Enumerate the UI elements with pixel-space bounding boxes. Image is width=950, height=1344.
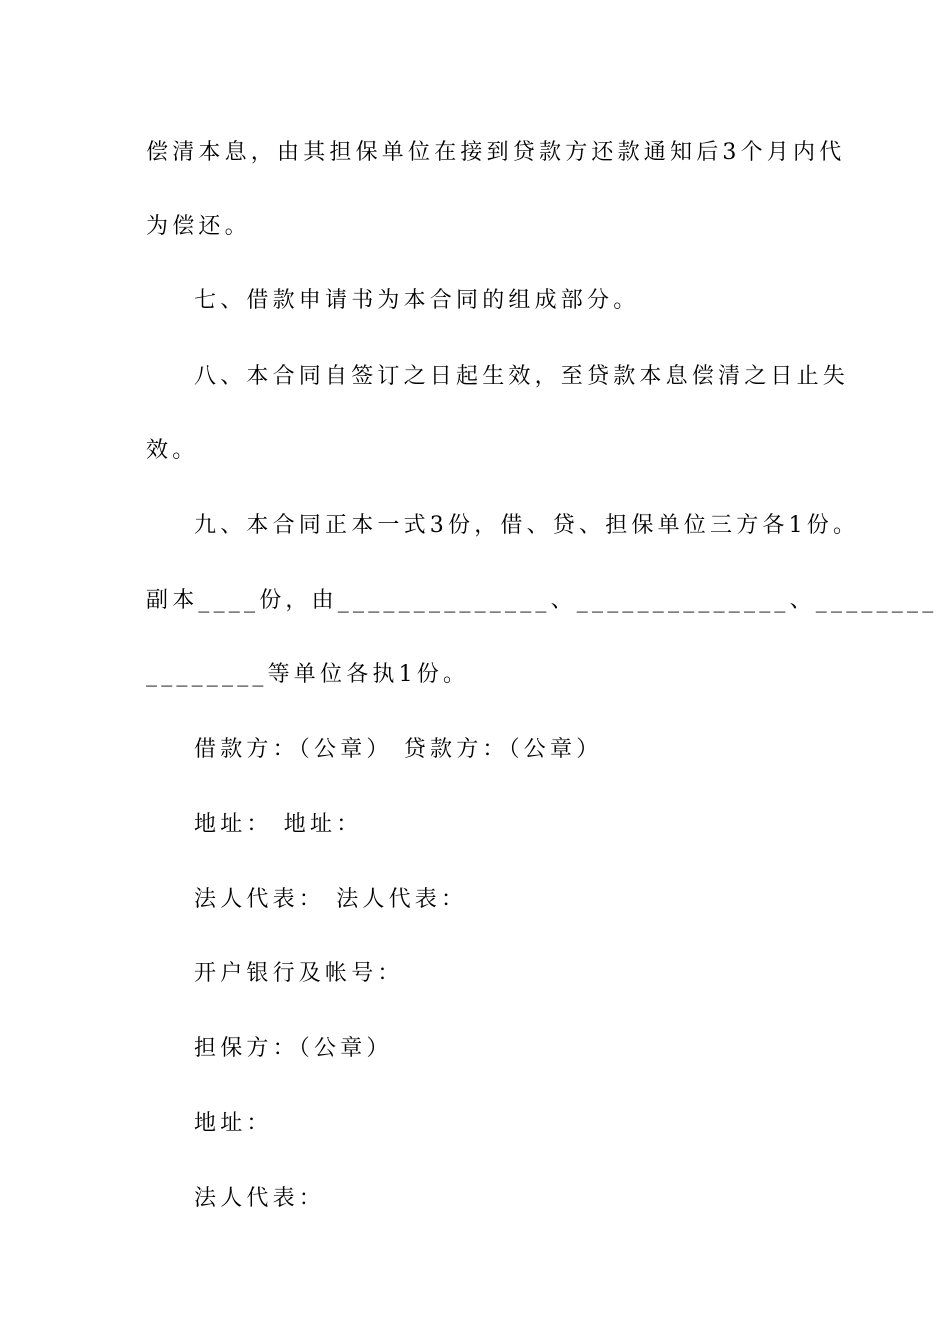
clause-9: 九、本合同正本一式3份，借、贷、担保单位三方各1份。 <box>194 513 860 538</box>
signature-bank-account: 开户银行及帐号： <box>194 961 404 986</box>
copies-blank-line-cont: ________等单位各执1份。 <box>146 662 470 687</box>
guarantor-address: 地址： <box>194 1111 273 1136</box>
signature-address: 地址： 地址： <box>194 812 363 837</box>
guarantor-legal-rep: 法人代表： <box>194 1186 326 1211</box>
paragraph-line: 偿清本息，由其担保单位在接到贷款方还款通知后3个月内代 <box>146 140 846 165</box>
guarantor-seal: 担保方：（公章） <box>194 1036 393 1061</box>
paragraph-line: 效。 <box>146 438 199 463</box>
signature-parties: 借款方：（公章） 贷款方：（公章） <box>194 737 603 762</box>
paragraph-line: 为偿还。 <box>146 214 251 239</box>
clause-7: 七、借款申请书为本合同的组成部分。 <box>194 288 640 313</box>
signature-legal-rep: 法人代表： 法人代表： <box>194 887 468 912</box>
copies-blank-line: 副本____份，由______________、______________、________ <box>146 588 938 613</box>
clause-8: 八、本合同自签订之日起生效，至贷款本息偿清之日止失 <box>194 364 850 389</box>
